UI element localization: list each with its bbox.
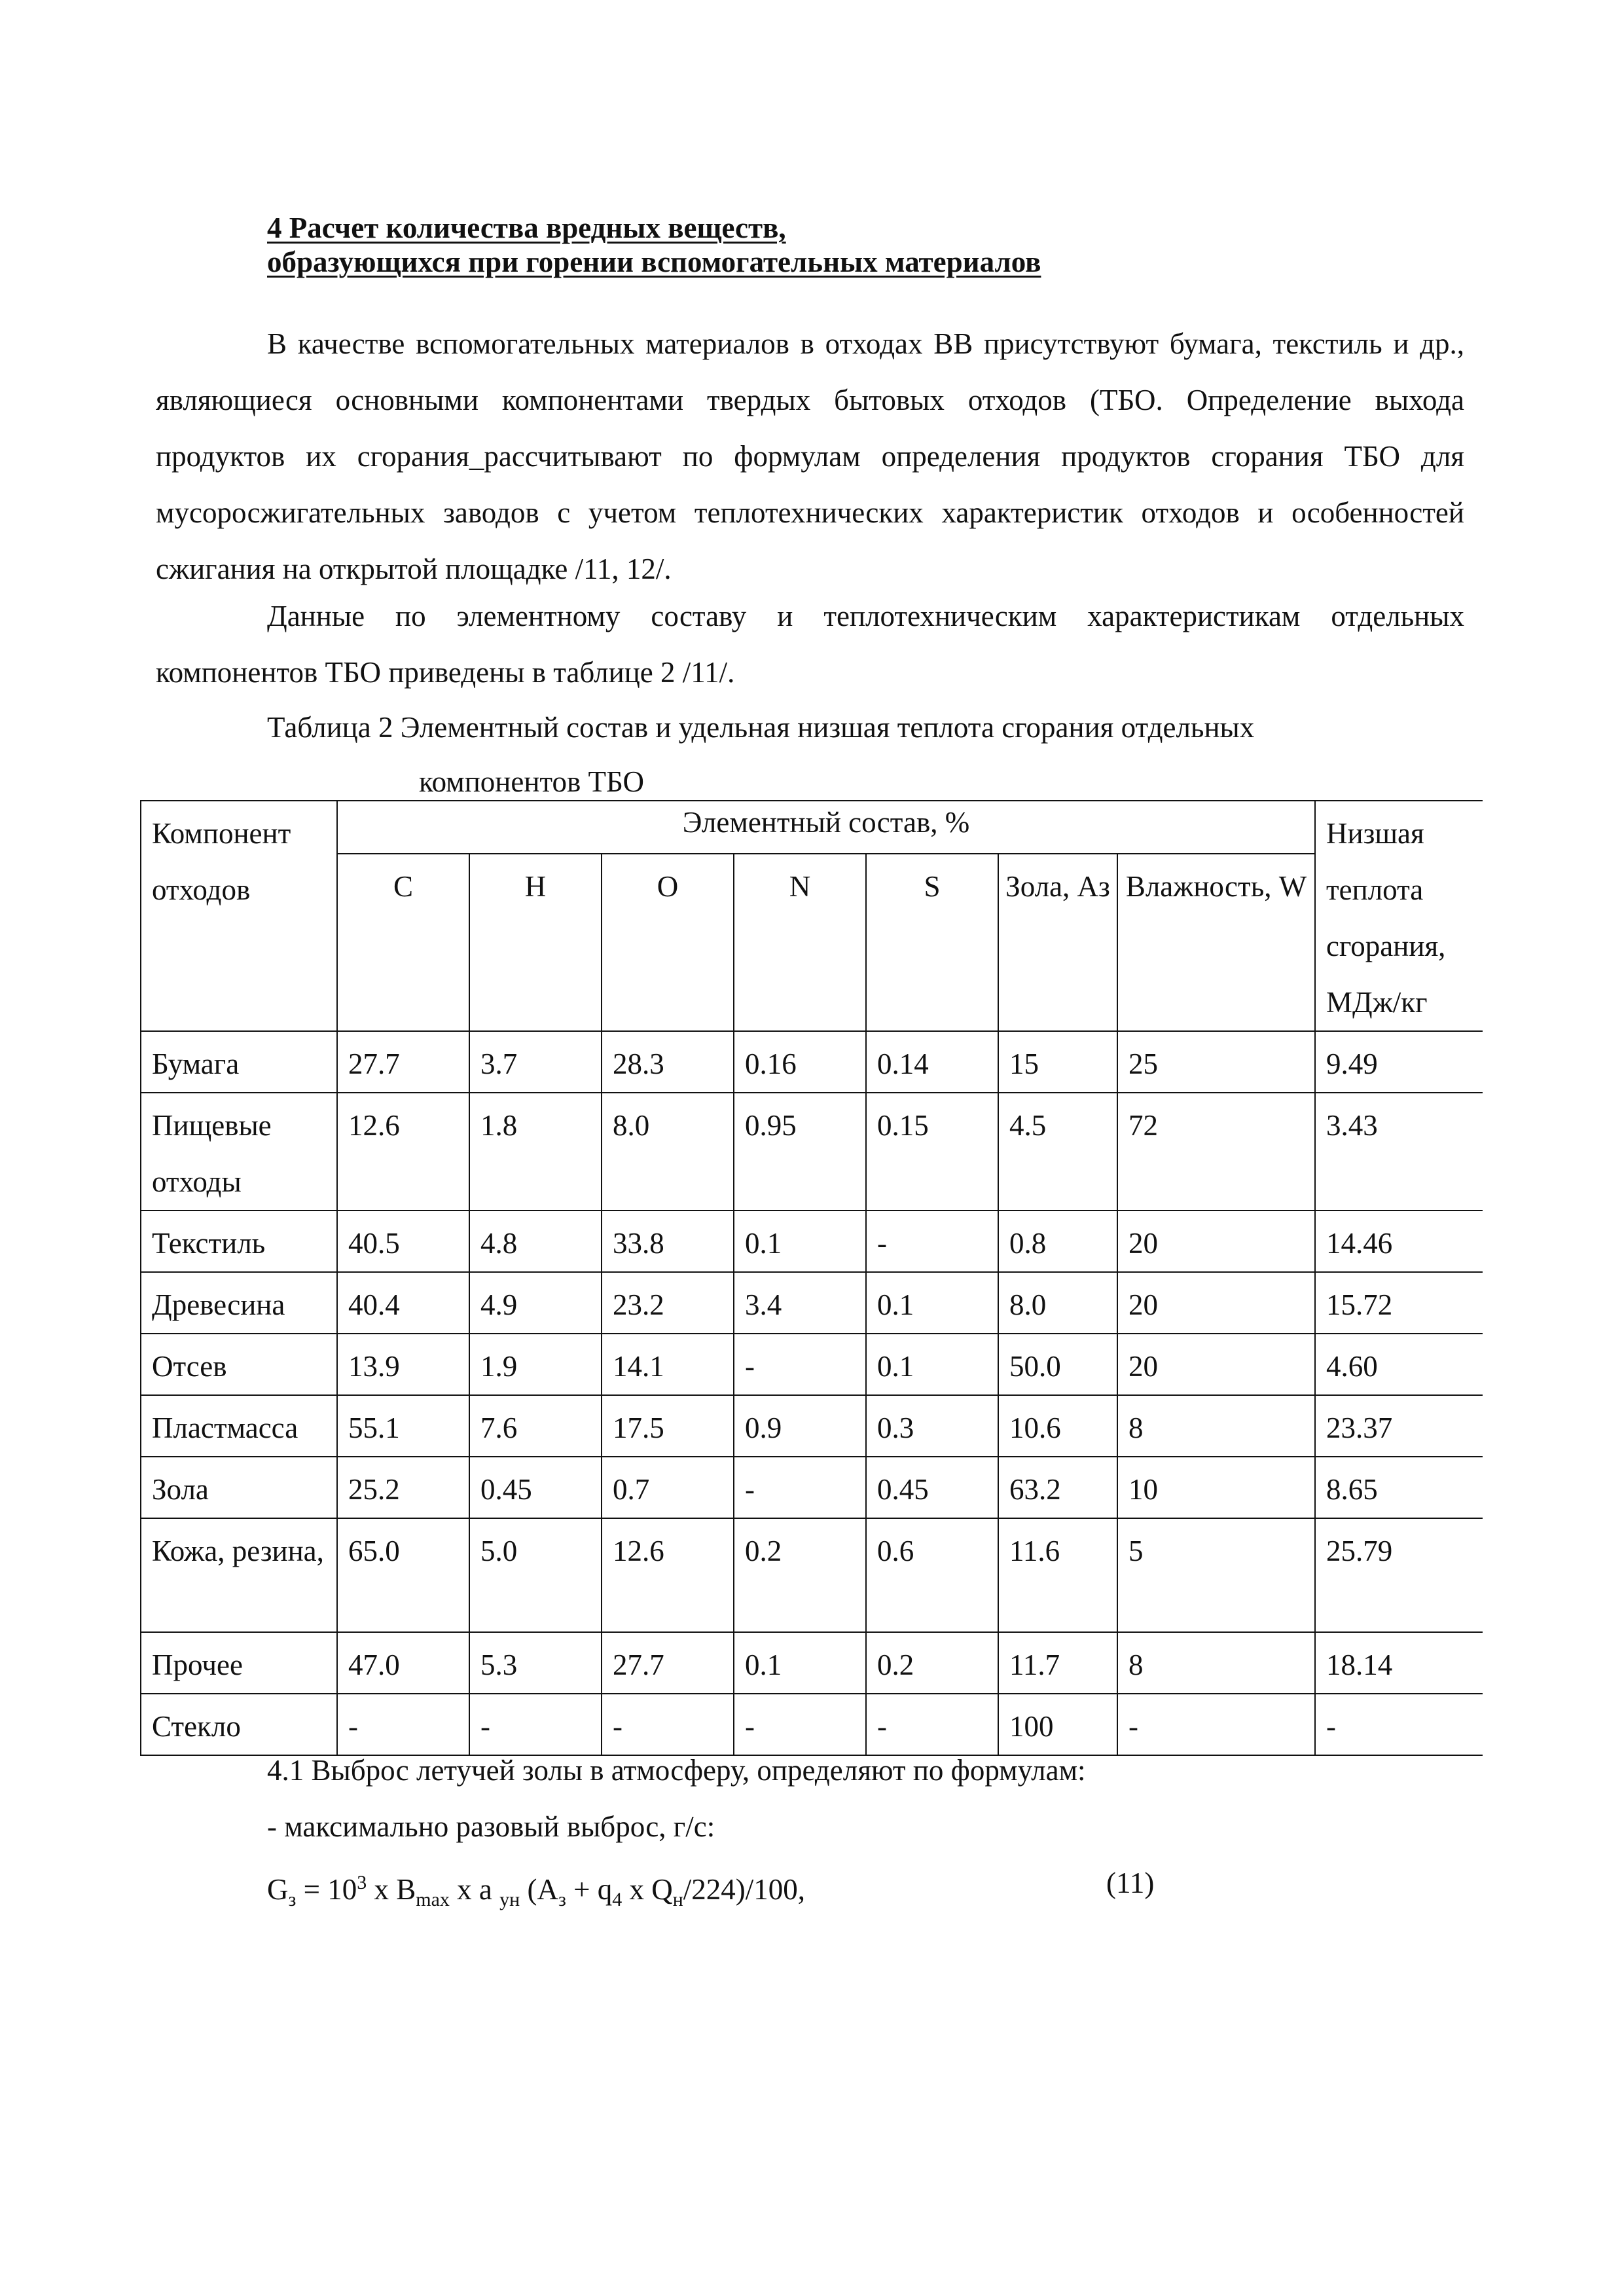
header-col-6: Влажность, W: [1117, 854, 1315, 1031]
cell-value: 8.65: [1315, 1457, 1483, 1518]
cell-value: 8: [1117, 1632, 1315, 1694]
section-heading: [267, 211, 1445, 279]
cell-value: 25.2: [337, 1457, 469, 1518]
header-col-2: O: [602, 854, 734, 1031]
paragraph-1: В качестве вспомогательных материалов в отходах ВВ присутствуют бумага, текстиль и др., являющиеся основными компонентами твердых бытовых отходов (ТБО. Определение выхода продуктов их сгорания_рассчитывают по формулам определения продуктов сгорания ТБО для мусоросжигательных заводов с учетом теплотехнических характеристик отходов и особенностей сжигания на открытой площадке /11, 12/.: [156, 327, 1464, 585]
cell-value: 1.8: [469, 1093, 602, 1211]
cell-value: 0.3: [866, 1395, 998, 1457]
cell-value: 28.3: [602, 1031, 734, 1093]
cell-value: 4.60: [1315, 1334, 1483, 1395]
cell-value: 14.1: [602, 1334, 734, 1395]
table-row: [141, 1272, 1483, 1334]
paragraph-2: Данные по элементному составу и теплотехническим характеристикам отдельных компонентов ТБО приведены в таблице 2 /11/.: [156, 600, 1464, 689]
cell-value: 0.1: [866, 1272, 998, 1334]
table-caption-line-2: компонентов ТБО: [419, 765, 645, 798]
cell-value: 0.95: [734, 1093, 866, 1211]
max-emission-label: - максимально разовый выброс, г/с:: [267, 1810, 715, 1843]
table-row: [141, 1632, 1483, 1694]
header-col-5: Зола, Аз: [998, 854, 1117, 1031]
cell-value: 0.2: [866, 1632, 998, 1694]
cell-value: 12.6: [602, 1518, 734, 1632]
table-row: [141, 1211, 1483, 1272]
table-row: [141, 1395, 1483, 1457]
cell-value: 0.9: [734, 1395, 866, 1457]
cell-value: 11.6: [998, 1518, 1117, 1632]
cell-value: 8.0: [602, 1093, 734, 1211]
cell-value: 0.16: [734, 1031, 866, 1093]
cell-value: 33.8: [602, 1211, 734, 1272]
row-name: Древесина: [141, 1272, 337, 1334]
cell-value: -: [734, 1457, 866, 1518]
cell-value: 40.5: [337, 1211, 469, 1272]
row-name: Зола: [141, 1457, 337, 1518]
cell-value: 40.4: [337, 1272, 469, 1334]
cell-value: 4.5: [998, 1093, 1117, 1211]
header-col-3: N: [734, 854, 866, 1031]
row-name: Текстиль: [141, 1211, 337, 1272]
cell-value: 23.37: [1315, 1395, 1483, 1457]
cell-value: -: [469, 1694, 602, 1755]
cell-value: 47.0: [337, 1632, 469, 1694]
cell-value: -: [337, 1694, 469, 1755]
cell-value: 5: [1117, 1518, 1315, 1632]
table-row: [141, 1694, 1483, 1755]
formula-number: (11): [1106, 1867, 1155, 1899]
cell-value: 5.3: [469, 1632, 602, 1694]
cell-value: 4.9: [469, 1272, 602, 1334]
cell-value: 0.7: [602, 1457, 734, 1518]
cell-value: -: [1117, 1694, 1315, 1755]
composition-table: [140, 800, 1483, 1756]
cell-value: 10: [1117, 1457, 1315, 1518]
cell-value: 25: [1117, 1031, 1315, 1093]
table-caption: Таблица 2 Элементный состав и удельная низшая теплота сгорания отдельных: [267, 711, 1255, 744]
cell-value: -: [734, 1334, 866, 1395]
cell-value: 63.2: [998, 1457, 1117, 1518]
cell-value: 0.2: [734, 1518, 866, 1632]
cell-value: 15.72: [1315, 1272, 1483, 1334]
cell-value: 10.6: [998, 1395, 1117, 1457]
row-name: Стекло: [141, 1694, 337, 1755]
cell-value: 27.7: [602, 1632, 734, 1694]
row-name: Кожа, резина,: [141, 1518, 337, 1632]
cell-value: -: [602, 1694, 734, 1755]
cell-value: -: [866, 1694, 998, 1755]
cell-value: 100: [998, 1694, 1117, 1755]
heading-line-1: 4 Расчет количества вредных веществ,: [267, 211, 786, 244]
cell-value: 55.1: [337, 1395, 469, 1457]
cell-value: 8.0: [998, 1272, 1117, 1334]
cell-value: 20: [1117, 1211, 1315, 1272]
cell-value: 9.49: [1315, 1031, 1483, 1093]
cell-value: 0.15: [866, 1093, 998, 1211]
cell-value: 20: [1117, 1272, 1315, 1334]
cell-value: 72: [1117, 1093, 1315, 1211]
row-name: Бумага: [141, 1031, 337, 1093]
cell-value: -: [1315, 1694, 1483, 1755]
cell-value: 3.4: [734, 1272, 866, 1334]
cell-value: 0.45: [866, 1457, 998, 1518]
cell-value: -: [866, 1211, 998, 1272]
cell-value: 7.6: [469, 1395, 602, 1457]
table-row: [141, 1457, 1483, 1518]
cell-value: 5.0: [469, 1518, 602, 1632]
header-col-0: C: [337, 854, 469, 1031]
cell-value: -: [734, 1694, 866, 1755]
row-name: Отсев: [141, 1334, 337, 1395]
cell-value: 0.45: [469, 1457, 602, 1518]
cell-value: 1.9: [469, 1334, 602, 1395]
cell-value: 0.8: [998, 1211, 1117, 1272]
cell-value: 50.0: [998, 1334, 1117, 1395]
header-composition: Элементный состав, %: [337, 801, 1315, 854]
cell-value: 20: [1117, 1334, 1315, 1395]
cell-value: 13.9: [337, 1334, 469, 1395]
cell-value: 14.46: [1315, 1211, 1483, 1272]
cell-value: 25.79: [1315, 1518, 1483, 1632]
table-row: [141, 1518, 1483, 1632]
cell-value: 0.6: [866, 1518, 998, 1632]
cell-value: 17.5: [602, 1395, 734, 1457]
cell-value: 0.1: [734, 1211, 866, 1272]
heading-line-2: образующихся при горении вспомогательных материалов: [267, 246, 1041, 278]
cell-value: 0.1: [866, 1334, 998, 1395]
section-4-1-title: 4.1 Выброс летучей золы в атмосферу, определяют по формулам:: [267, 1754, 1086, 1787]
cell-value: 0.14: [866, 1031, 998, 1093]
cell-value: 11.7: [998, 1632, 1117, 1694]
cell-value: 23.2: [602, 1272, 734, 1334]
header-col-4: S: [866, 854, 998, 1031]
row-name: Прочее: [141, 1632, 337, 1694]
table-row: [141, 1093, 1483, 1211]
cell-value: 18.14: [1315, 1632, 1483, 1694]
cell-value: 15: [998, 1031, 1117, 1093]
cell-value: 3.43: [1315, 1093, 1483, 1211]
cell-value: 8: [1117, 1395, 1315, 1457]
table-row: [141, 1334, 1483, 1395]
cell-value: 4.8: [469, 1211, 602, 1272]
cell-value: 0.1: [734, 1632, 866, 1694]
table-row: [141, 1031, 1483, 1093]
cell-value: 27.7: [337, 1031, 469, 1093]
formula-11: $G_з = 10^3$ х $В_{max}$ х а $_{ун}$ ($А_з + q_4$ х $Q_н/224)/100$,: [267, 1872, 806, 1910]
header-heat: Низшая теплота сгорания, МДж/кг: [1315, 801, 1483, 1031]
cell-value: 65.0: [337, 1518, 469, 1632]
header-col-1: H: [469, 854, 602, 1031]
row-name: Пищевые отходы: [141, 1093, 337, 1211]
cell-value: 12.6: [337, 1093, 469, 1211]
row-name: Пластмасса: [141, 1395, 337, 1457]
cell-value: 3.7: [469, 1031, 602, 1093]
header-component: Компонент отходов: [141, 801, 337, 1031]
